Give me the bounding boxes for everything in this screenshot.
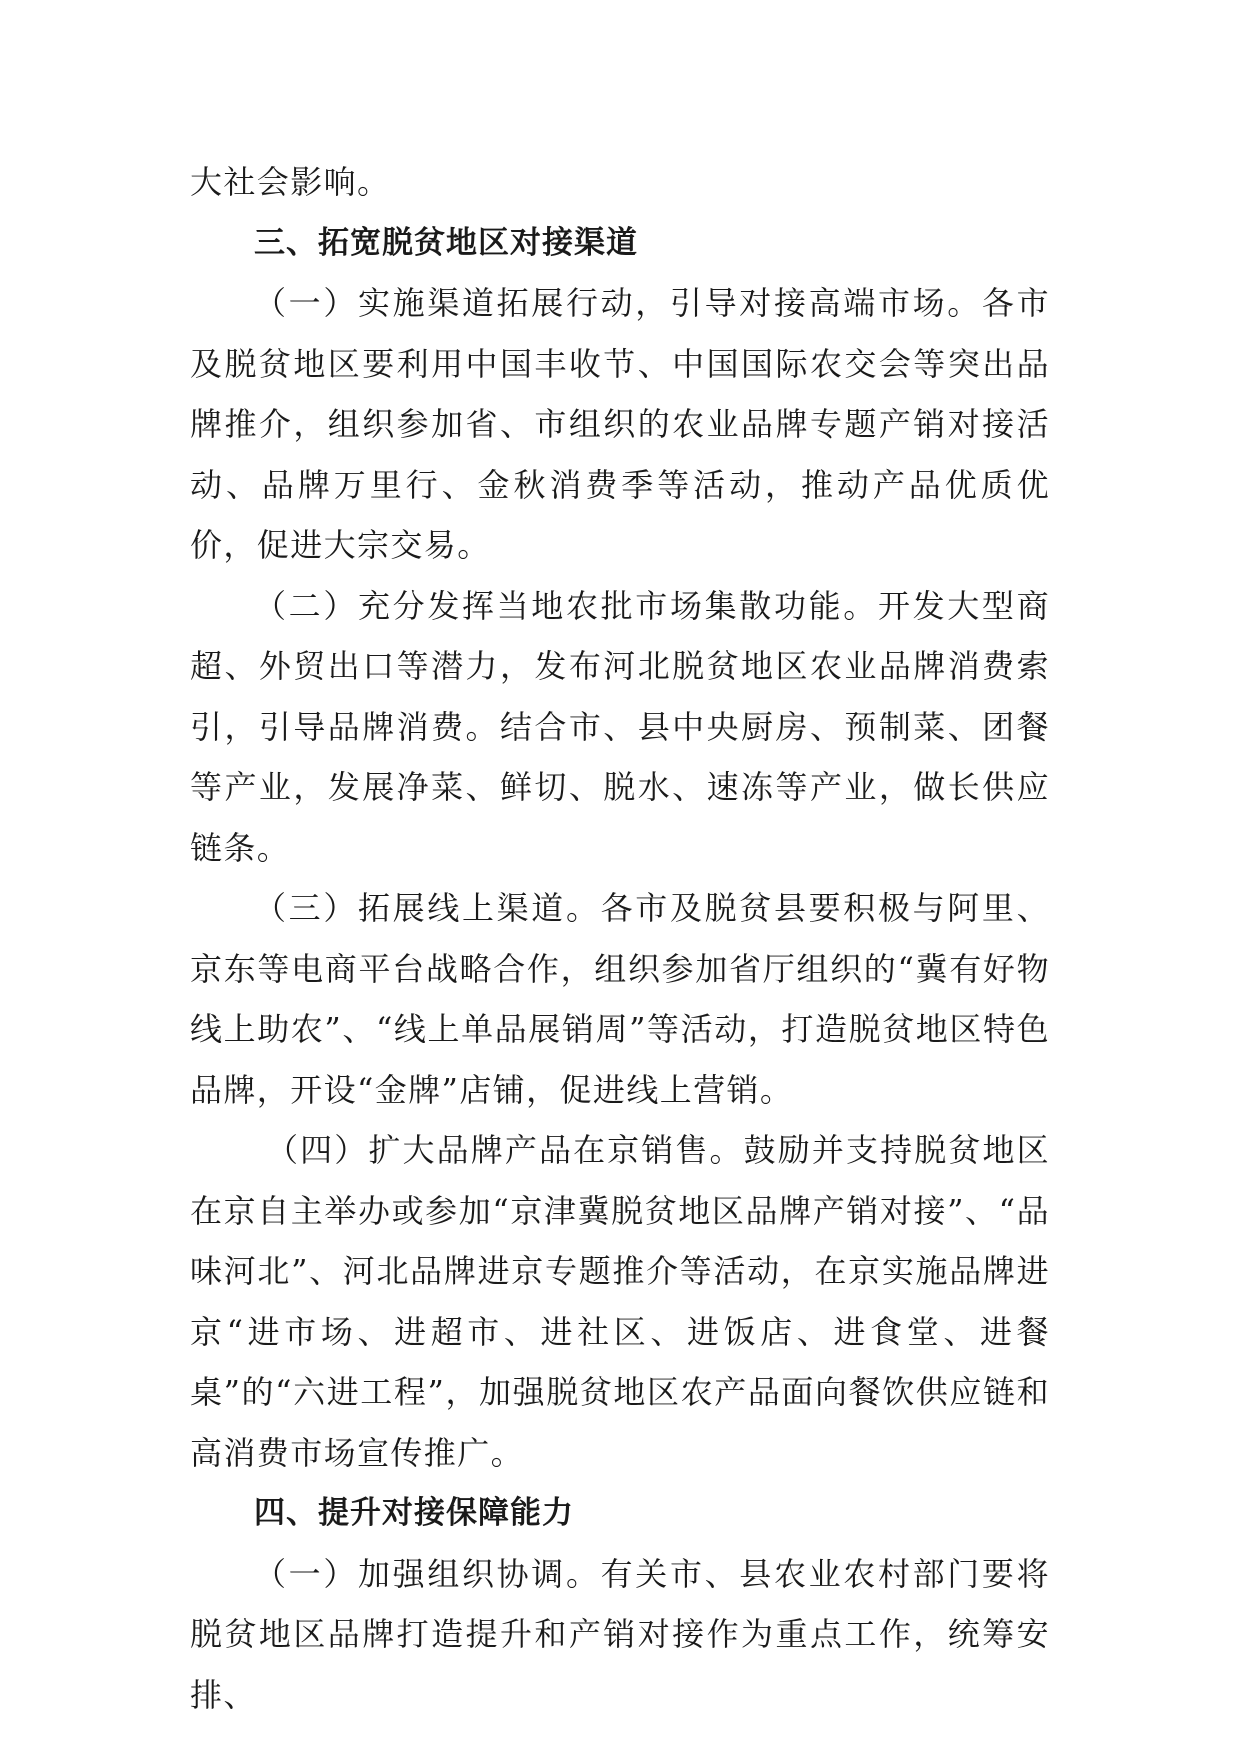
paragraph-3-4: （四）扩大品牌产品在京销售。鼓励并支持脱贫地区在京自主举办或参加“京津冀脱贫地区品牌产销对接”、“品味河北”、河北品牌进京专题推介等活动，在京实施品牌进京“进市场、进超市、进社区、进饭店、进食堂、进餐桌”的“六进工程”，加强脱贫地区农产品面向餐饮供应链和高消费市场宣传推广。 bbox=[190, 1131, 1050, 1472]
paragraph-3-2: （二）充分发挥当地农批市场集散功能。开发大型商超、外贸出口等潜力，发布河北脱贫地区农业品牌消费索引，引导品牌消费。结合市、县中央厨房、预制菜、团餐等产业，发展净菜、鲜切、脱水、速冻等产业，做长供应链条。 bbox=[190, 586, 1050, 867]
document-body bbox=[190, 152, 1050, 1725]
paragraph-continuation: 大社会影响。 bbox=[190, 163, 391, 201]
paragraph-3-1: （一）实施渠道拓展行动，引导对接高端市场。各市及脱贫地区要利用中国丰收节、中国国际农交会等突出品牌推介，组织参加省、市组织的农业品牌专题产销对接活动、品牌万里行、金秋消费季等活动，推动产品优质优价，促进大宗交易。 bbox=[190, 284, 1050, 564]
section-heading-4: 四、提升对接保障能力 bbox=[254, 1495, 574, 1531]
section-heading-3: 三、拓宽脱贫地区对接渠道 bbox=[254, 224, 638, 261]
paragraph-4-1: （一）加强组织协调。有关市、县农业农村部门要将脱贫地区品牌打造提升和产销对接作为重点工作，统筹安排、 bbox=[190, 1554, 1050, 1714]
paragraph-3-3: （三）拓展线上渠道。各市及脱贫县要积极与阿里、京东等电商平台战略合作，组织参加省厅组织的“冀有好物线上助农”、“线上单品展销周”等活动，打造脱贫地区特色品牌，开设“金牌”店铺，促进线上营销。 bbox=[190, 889, 1050, 1109]
